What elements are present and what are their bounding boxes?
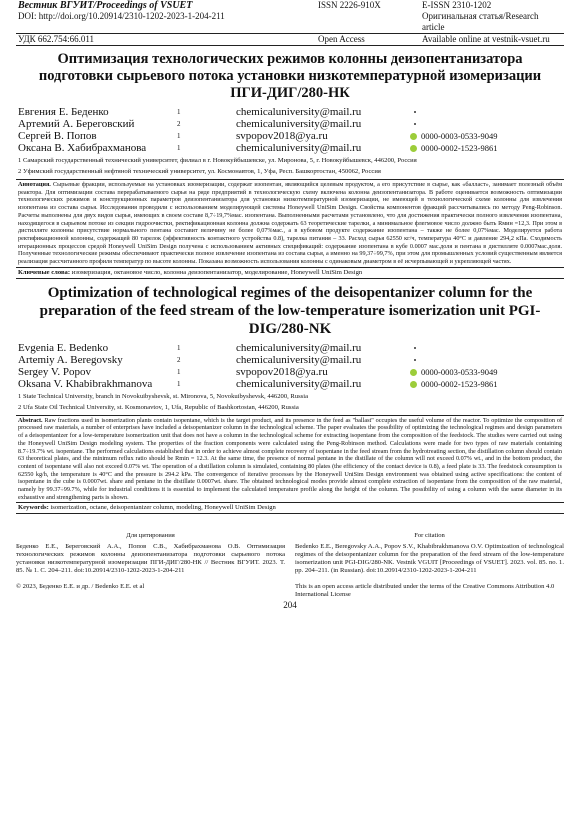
keywords-ru	[16, 268, 564, 279]
orcid-icon	[410, 381, 417, 388]
abstract-ru	[16, 179, 564, 268]
udc-code: УДК 662.754:66.011	[16, 34, 316, 46]
author-name: Артемий А. Береговский	[18, 118, 135, 130]
author-row	[16, 366, 564, 378]
keywords-label: Ключевые слова:	[18, 268, 71, 276]
author-affiliation-index: 1	[177, 343, 181, 352]
abstract-label: Abstract.	[18, 416, 43, 424]
dot-icon	[414, 111, 416, 113]
author-email[interactable]: svpopov2018@ya.ru	[236, 365, 328, 378]
abstract-text: Raw fractions used in isomerization plants contain isopentane, which is the target product, and its presence in the feed as "ballast" occupies the useful volume of the reactor. To optimize the composition of processed raw materials, a number of enterprises have included a deisopentanizer column in the technological scheme. The paper evaluates the possibility of optimizing the technological regimes and design parameters of a deisopentanizer for a low-temperature isomerization unit that does not have a column in the technological scheme for extracting isopentane from the composition of the feedstock. The studies were carried out using the Honeywell UniSim Design modeling system. The properties of the fraction components were calculated using the Peng-Robinson method. Calculations were made for two types of raw materials containing 8.7÷19.7% wt. isopentane. The performed calculations established that in order to achieve almost complete recovery of isopentane in the feed stream from the hydrotreating section, the distillation column should contain 63 theoretical plates, and the minimum reflux ratio should be Rmin = 12.3. At the same time, the presence of normal pentane in the distillate of the column will not exceed 0.07% wt., and in the bottom product, the content of isopentane will also not exceed 0.07% wt. The operation of a distillation column is simulated, containing 80 plates (the efficiency of the contact device is 0.8), a feed plate is 33. The feedstock consumption is 62550 kg/h, the temperature is 40°C and the pressure is 294.2 kPa. The convergence of iterative processes by the Honeywell UniSim Design environment was obtained using active specifications: the content of isopentane in the cube is 0.0007wt. share and pentane in the distillate 0.0007wt. share. The obtained technological modes provide almost complete extraction of isopentane from the composition of the raw material, namely by 99.37÷99.7%, while for industrial conditions it is essential to implement the calculated temperature profile along the height of the column. The possibility of using a column with the same diameter in its exhaustive and strengthening parts is shown.	[18, 416, 563, 501]
dot-icon	[414, 359, 416, 361]
affiliation-en-2: 2 Ufa State Oil Technical University, st. Kosmonavtov, 1, Ufa, Republic of Bashkortostan, 446200, Russia	[18, 403, 299, 411]
affiliation-ru-2: 2 Уфимский государственный нефтяной технический университет, ул. Космонавтов, 1, Уфа, Респ. Башкортостан, 450062, Россия	[18, 168, 381, 175]
title-en: Optimization of technological regimes of the deisopentanizer column for the preparation of the feed stream of the low-temperature isomerization unit PGI-DIG/280-NK	[39, 284, 541, 337]
citation-heading: For citation	[414, 532, 445, 540]
keywords-label: Keywords:	[18, 504, 49, 512]
citation-ru	[16, 532, 285, 575]
author-email[interactable]: chemicaluniversity@mail.ru	[236, 377, 362, 390]
author-row	[16, 130, 564, 142]
abstract-text: Сырьевые фракции, используемые на установках изомеризации, содержат изопентан, являющийся целевым продуктом, а его присутствие в сырье, как «балласт», занимает полезный объём реактора. Для оптимизации состава перерабатываемого сырья на ряде предприятий в технологическую схему включена колонна деизопентанизатора. В работе оценивается возможность оптимизации технологических режимов и конструкционных параметров деизопентанизатора для установки низкотемпературной изомеризации, не имеющей в технологической схеме колонны для извлечения изопентана из состава сырья. Исследования проводили с использованием моделирующей системы Honeywell UniSim Design. Свойства компонентов фракций рассчитывались по методу Peng-Robinson. Расчеты выполнены для двух видов сырья, имеющих в своем составе 8,7÷19,7%мас. изопентана. Выполненными расчетами установлено, что для достижения практически полного извлечения изопентана, находящегося в сырьевом потоке из секции гидроочистки, ректификационная колонна должна содержать 63 теоретические тарелки, а минимальное флегмовое число должно быть Rмин =12,3. При этом в дистилляте колонны присутствие нормального пентана составит величину не более 0,07%мас., а в кубовом продукте содержание изопентана – также не более 0,07%мас. Моделируется работа ректификационной колонны, содержащей 80 тарелок (эффективность контактного устройства 0.8), тарелка питания – 33. Расход сырья 62550 кг/ч, температура 40°С и давление 294,2 кПа. Сходимость итерационных процессов средой Honeywell UniSim Design получена с использованием активных спецификаций: содержание изопентана в кубе 0.0007 мас.доля и пентана в дистилляте 0.0007мас.доля. Полученные технологические режимы обеспечивают практически полное извлечение изопентана из состава сырья, а именно на 99,37÷99,7%, при этом для промышленных условий существенным является реализация рассчитанного профиля температур по высоте колонны. Показана возможность использования колонны с одинаковым диаметром в её исчерпывающей и укрепляющей частях.	[18, 181, 563, 266]
page-number: 204	[283, 600, 297, 611]
author-name: Сергей В. Попов	[18, 130, 97, 142]
author-row	[16, 342, 564, 354]
dot-icon	[414, 347, 416, 349]
orcid-link[interactable]	[408, 142, 564, 154]
abstract-en	[16, 415, 564, 504]
author-email[interactable]: chemicaluniversity@mail.ru	[236, 353, 362, 366]
author-affiliation-index: 2	[177, 120, 181, 128]
author-email[interactable]: chemicaluniversity@mail.ru	[236, 106, 362, 118]
author-row	[16, 106, 564, 118]
journal-header	[16, 0, 564, 46]
author-email[interactable]: chemicaluniversity@mail.ru	[236, 142, 362, 154]
author-name: Evgenia E. Bedenko	[18, 341, 109, 354]
citation-block	[16, 532, 564, 575]
citation-text: Bedenko E.E., Beregovsky A.A., Popov S.V., Khabibrakhmanova O.V. Optimization of technological regimes of the deisopentanizer column for the preparation of the feed stream of the low-temperature isomerization unit PGI-DIG/280-NK. Vestnik VGUIT [Proceedings of VSUET]. 2023. vol. 85. no. 1. pp. 204–211. (in Russian). doi:10.20914/2310-1202-2023-1-204-211	[295, 542, 564, 575]
keywords-en	[16, 503, 564, 514]
citation-en	[295, 532, 564, 575]
title-ru: Оптимизация технологических режимов колонны деизопентанизатора подготовки сырьевого потока установки низкотемпературной изомеризации ПГИ-ДИГ/280-НК	[38, 51, 542, 101]
orcid-link[interactable]	[408, 130, 564, 142]
orcid-id: 0000-0002-1523-9861	[421, 378, 498, 389]
author-affiliation-index: 1	[177, 144, 181, 152]
author-row	[16, 142, 564, 154]
author-affiliation-index: 1	[177, 367, 181, 376]
author-row	[16, 354, 564, 366]
orcid-link[interactable]	[408, 378, 564, 390]
author-name: Artemiy A. Beregovsky	[18, 353, 123, 366]
author-row	[16, 378, 564, 390]
author-email[interactable]: chemicaluniversity@mail.ru	[236, 341, 362, 354]
license-note[interactable]: This is an open access article distributed under the terms of the Creative Commons Attribution 4.0 International License	[295, 583, 555, 599]
orcid-link[interactable]	[408, 366, 564, 378]
citation-heading: Для цитирования	[126, 532, 175, 540]
authors-en	[16, 342, 564, 390]
author-affiliation-index: 2	[177, 355, 181, 364]
dot-icon	[414, 123, 416, 125]
author-affiliation-index: 1	[177, 108, 181, 116]
article-type: Оригинальная статья/Research article	[420, 11, 564, 34]
author-name: Sergey V. Popov	[18, 365, 92, 378]
authors-ru	[16, 106, 564, 154]
issn: ISSN 2226-910X	[318, 0, 381, 10]
author-email[interactable]: svpopov2018@ya.ru	[236, 130, 328, 142]
abstract-label: Аннотация.	[18, 181, 51, 188]
orcid-icon	[410, 133, 417, 140]
keywords-text: isomerization, octane, deisopentanizer column, modeling, Honeywell UniSim Design	[50, 504, 276, 512]
availability-link[interactable]: Available online at vestnik-vsuet.ru	[420, 34, 564, 46]
copyright: © 2023, Беденко Е.Е. и др. / Bedenko E.E. et al	[16, 583, 145, 591]
eissn: E-ISSN 2310-1202	[422, 0, 492, 10]
author-affiliation-index: 1	[177, 132, 181, 140]
author-name: Евгения Е. Беденко	[18, 106, 109, 118]
citation-text: Беденко Е.Е., Береговский А.А., Попов С.В., Хабибрахманова О.В. Оптимизация технологических режимов колонны деизопентанизатора подготовки сырьевого потока установки низкотемпературной изомеризации ПГИ-ДИГ/280-НК // Вестник ВГУИТ. 2023. Т. 85. № 1. С. 204–211. doi:10.20914/2310-1202-2023-1-204-211	[16, 542, 285, 575]
author-email[interactable]: chemicaluniversity@mail.ru	[236, 118, 362, 130]
author-name: Оксана В. Хабибрахманова	[18, 142, 147, 154]
journal-name: Вестник ВГУИТ/Proceedings of VSUET	[18, 0, 193, 11]
orcid-id: 0000-0003-0533-9049	[421, 366, 498, 377]
open-access-label: Open Access	[316, 34, 420, 46]
author-affiliation-index: 1	[177, 379, 181, 388]
article-page	[16, 0, 564, 610]
orcid-icon	[410, 145, 417, 152]
author-name: Oksana V. Khabibrakhmanova	[18, 377, 153, 390]
keywords-text: изомеризация, октановое число, колонна деизопентанизатор, моделирование, Honeywell UniSim Design	[71, 268, 363, 276]
orcid-icon	[410, 369, 417, 376]
doi-link[interactable]: DOI: http://doi.org/10.20914/2310-1202-2023-1-204-211	[16, 11, 316, 34]
orcid-id: 0000-0003-0533-9049	[421, 131, 498, 141]
footer	[16, 583, 564, 599]
affiliation-en-1: 1 State Technical University, branch in Novokuibyshevsk, st. Mironova, 5, Novokuibyshevsk, 446200, Russia	[18, 392, 308, 400]
orcid-id: 0000-0002-1523-9861	[421, 143, 498, 153]
author-row	[16, 118, 564, 130]
affiliation-ru-1: 1 Самарский государственный технический университет, филиал в г. Новокуйбышевске, ул. Миронова, 5, г. Новокуйбышевск, 446200, Россия	[18, 157, 417, 164]
